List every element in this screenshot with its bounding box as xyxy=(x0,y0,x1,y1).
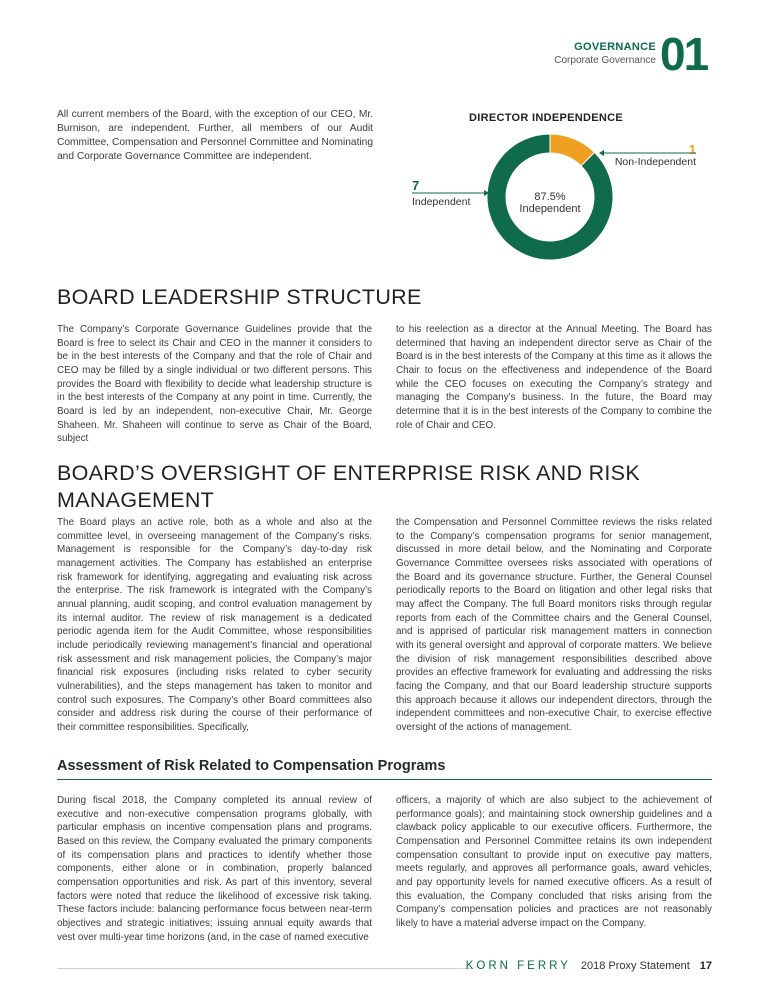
assessment-col2: officers, a majority of which are also subject to the achievement of performance goals); and maintaining stock ownership guidelines and a clawback policy applicable to our executive officers. Furthermore, the Compensation and Personnel Committee retains its own independent compensation consultant to provide input on executive pay matters, meets regularly, and approves all performance goals, award vehicles, and pay opportunity levels for named executive officers. As a result of this evaluation, the Company concluded that risks arising from the Company’s compensation policies and practices are not reasonably likely to have a material adverse impact on the Company. xyxy=(396,795,712,929)
chart-title: DIRECTOR INDEPENDENCE xyxy=(469,112,624,124)
risk-heading xyxy=(57,460,640,514)
leadership-col2: to his reelection as a director at the Annual Meeting. The Board has determined that having an independent director serve as Chair of the Board is in the best interests of the Company at this time as it allows the Chair to focus on the effectiveness and independence of the Board while the CEO focuses on executing the Company’s strategy and managing the Company’s business. In the future, the Board may determine that it is in the best interests of the Company to combine the role of Chair and CEO. xyxy=(396,324,712,431)
center-value: 87.5% xyxy=(534,191,566,203)
callout-independent-label: Independent xyxy=(412,196,471,208)
risk-col1: The Board plays an active role, both as a whole and also at the committee level, in overseeing management of the Company’s risks. Management is responsible for the Company’s day-to-day risk management activities. The Company has established an enterprise risk framework for identifying, aggregating and evaluating risk across the enterprise. The risk framework is integrated with the Company’s annual planning, audit scoping, and control evaluation management by its internal auditor. The review of risk management is a dedicated periodic agenda item for the Audit Committee, whose responsibilities include periodically reviewing management’s financial and operational risk assessment and risk management policies, the Company’s major financial risk exposures (including risks related to cyber security vulnerabilities), and the steps management has taken to monitor and control such exposures. The Company’s other Board committees also consider and address risk during the course of their performance of their committee responsibilities. Specifically, xyxy=(57,517,372,733)
director-independence-chart xyxy=(380,128,710,263)
center-label: Independent xyxy=(519,203,581,215)
leadership-col1: The Company’s Corporate Governance Guidelines provide that the Board is free to select its Chair and CEO in the manner it considers to be in the best interests of the Company and that the role of Chair and CEO may be filled by a single individual or two different persons. This provides the Board with flexibility to decide what leadership structure is in the best interests of the Company at any point in time. Currently, the Board is led by an independent, non-executive Chair, Mr. George Shaheen. Mr. Shaheen will continue to serve as Chair of the Board, subject xyxy=(57,324,372,445)
section-number: 01 xyxy=(660,28,708,80)
footer xyxy=(466,960,712,972)
callout-independent-value: 7 xyxy=(412,178,420,193)
page-number: 17 xyxy=(699,960,712,972)
intro-paragraph: All current members of the Board, with the exception of our CEO, Mr. Burnison, are independent. Further, all members of our Audit Committee, Compensation and Personnel Committee and Nominating and Corporate Governance Committee are independent. xyxy=(57,109,373,162)
assessment-heading: Assessment of Risk Related to Compensation Programs xyxy=(57,758,446,774)
section-subtitle: Corporate Governance xyxy=(554,55,656,66)
callout-nonindependent-arrow xyxy=(599,150,604,156)
assessment-col1: During fiscal 2018, the Company completed its annual review of executive and non-executive compensation programs globally, with particular emphasis on incentive compensation plans and programs. Based on this review, the Company evaluated the primary components of its compensation plans and practices to identify whether those components, either alone or in combination, properly balanced compensation opportunities and risk. As part of this inventory, several factors were noted that reduce the likelihood of excessive risk taking. These factors include: balancing performance focus between near-term objectives and strategic initiatives; issuing annual equity awards that vest over multi-year time horizons (and, in the case of named executive xyxy=(57,795,372,943)
brand-logo: KORN FERRY xyxy=(465,960,571,972)
callout-nonindependent-value: 1 xyxy=(688,142,696,157)
section-divider xyxy=(57,779,712,780)
footer-divider xyxy=(57,968,472,969)
leadership-heading: BOARD LEADERSHIP STRUCTURE xyxy=(57,285,422,309)
callout-nonindependent-label: Non-Independent xyxy=(614,156,696,168)
document-title: 2018 Proxy Statement xyxy=(580,960,690,972)
risk-col2: the Compensation and Personnel Committee reviews the risks related to the Company’s compensation programs for senior management, discussed in more detail below, and the Nominating and Corporate Governance Committee oversees risks associated with operations of the Board and its governance structure. Further, the General Counsel periodically reports to the Board on litigation and other legal risks that may affect the Company. The full Board monitors risks through regular reports from each of the Committee chairs and the General Counsel, and is apprised of particular risk management matters in connection with its general oversight and approval of corporate matters. We believe the division of risk management responsibilities described above provides an effective framework for evaluating and addressing the risks facing the Company, and that our Board leadership structure supports this approach because it allows our independent directors, through the independent committees and non-executive Chair, to exercise effective oversight of the actions of management. xyxy=(396,517,712,733)
section-title: GOVERNANCE xyxy=(574,41,656,53)
section-label xyxy=(554,41,656,67)
risk-heading-line1: BOARD’S OVERSIGHT OF ENTERPRISE RISK AND RISK xyxy=(57,461,640,485)
risk-heading-line2: MANAGEMENT xyxy=(57,488,215,512)
